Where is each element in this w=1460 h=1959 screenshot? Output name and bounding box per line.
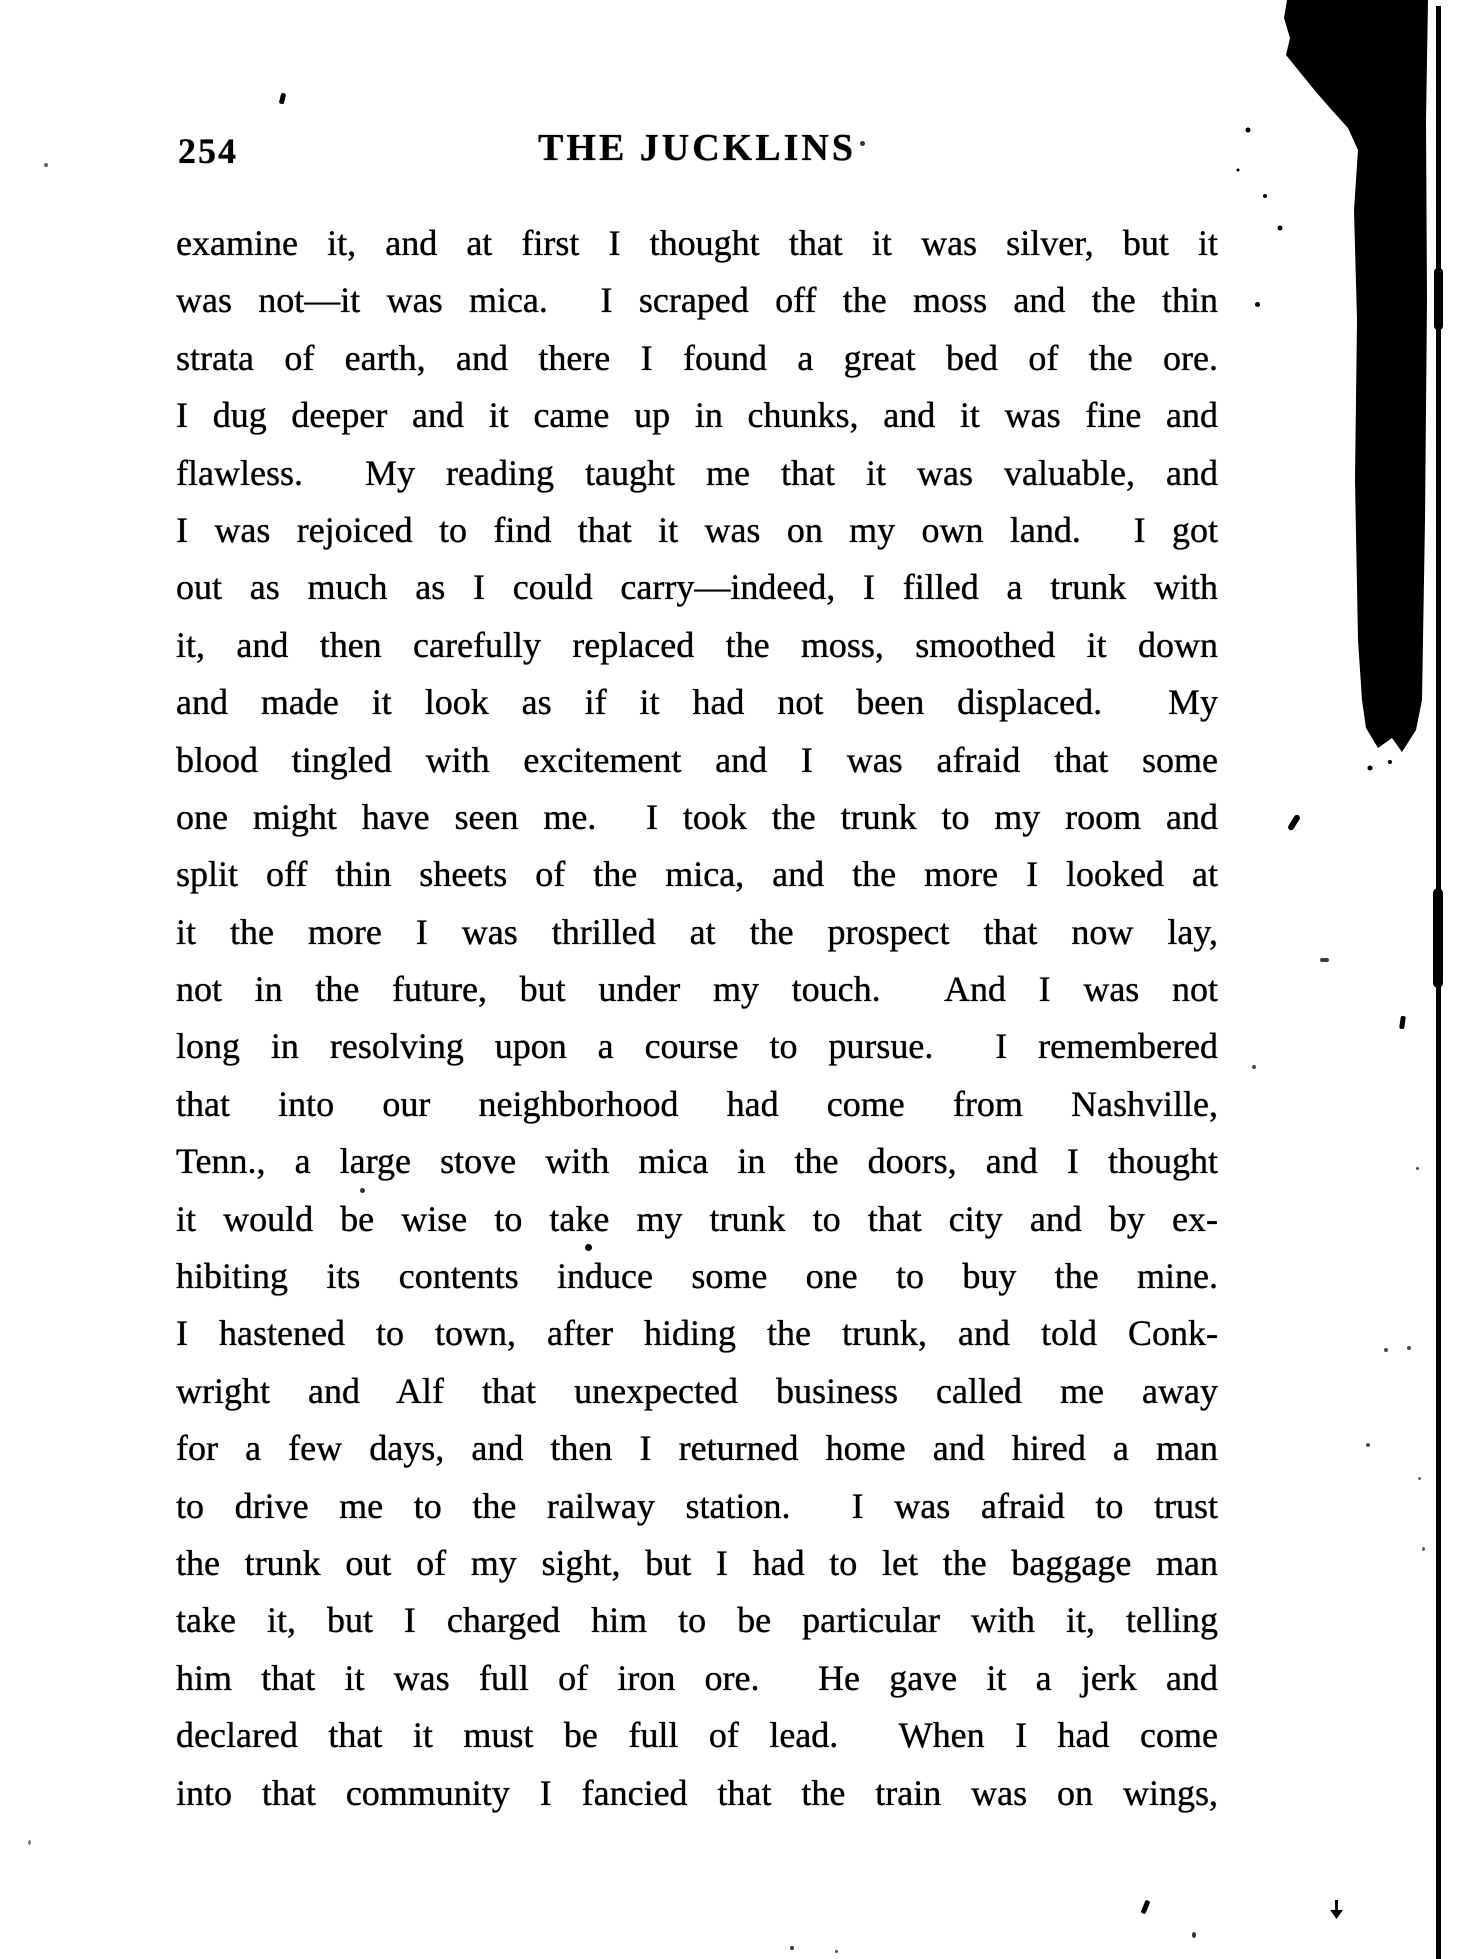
text-line: to drive me to the railway station. I was afraid to trust (176, 1485, 1218, 1526)
ink-speck (1422, 1547, 1425, 1551)
ink-speck (28, 1840, 31, 1845)
text-line: it the more I was thrilled at the prospect that now lay, (176, 911, 1218, 952)
page-edge-bulge (1433, 888, 1443, 988)
text-line: Tenn., a large stove with mica in the doors, and I thought (176, 1141, 1218, 1182)
text-line: out as much as I could carry—indeed, I filled a trunk with (176, 567, 1218, 608)
text-line: hibiting its contents induce some one to buy the mine. (176, 1256, 1218, 1297)
text-line: the trunk out of my sight, but I had to let the baggage man (176, 1542, 1218, 1583)
ink-speck (1366, 1443, 1370, 1447)
scan-ink-blob (1220, 0, 1460, 790)
text-line: and made it look as if it had not been displaced. My (176, 682, 1218, 723)
running-title: THE JUCKLINS (538, 127, 856, 169)
text-line: was not—it was mica. I scraped off the moss and the thin (176, 280, 1218, 321)
text-line: into that community I fancied that the train was on wings, (176, 1772, 1218, 1813)
ink-speck (1141, 1900, 1151, 1915)
text-line: for a few days, and then I returned home and hired a man (176, 1428, 1218, 1469)
ink-speck (1255, 302, 1260, 307)
ink-speck (1418, 1477, 1421, 1480)
text-line: it, and then carefully replaced the moss, smoothed it down (176, 624, 1218, 665)
text-line: wright and Alf that unexpected business called me away (176, 1370, 1218, 1411)
text-line: declared that it must be full of lead. When I had come (176, 1715, 1218, 1756)
ink-speck (360, 1188, 365, 1193)
text-line: split off thin sheets of the mica, and the more I looked at (176, 854, 1218, 895)
ink-speck (1320, 958, 1329, 962)
ink-mark-arrow (1330, 1900, 1343, 1919)
ink-speck (279, 93, 287, 105)
page-edge-bulge (1434, 268, 1443, 330)
ink-speck (1390, 447, 1394, 451)
ink-speck (1399, 1016, 1406, 1030)
ink-speck (860, 141, 865, 146)
text-line: strata of earth, and there I found a great bed of the ore. (176, 337, 1218, 378)
ink-speck (1384, 1348, 1388, 1352)
running-head (176, 126, 1218, 174)
text-line: long in resolving upon a course to pursue. I remembered (176, 1026, 1218, 1067)
text-line: I hastened to town, after hiding the trunk, and told Conk- (176, 1313, 1218, 1354)
page-number: 254 (178, 131, 238, 171)
text-line: him that it was full of iron ore. He gave it a jerk and (176, 1657, 1218, 1698)
ink-speck (835, 1950, 838, 1953)
ink-speck (790, 1946, 794, 1950)
ink-speck (1252, 1065, 1256, 1069)
text-line: I was rejoiced to find that it was on my own land. I got (176, 509, 1218, 550)
text-line: flawless. My reading taught me that it was valuable, and (176, 452, 1218, 493)
text-line: it would be wise to take my trunk to that city and by ex- (176, 1198, 1218, 1239)
ink-speck (1407, 1346, 1411, 1350)
ink-speck (585, 1244, 592, 1251)
text-block (176, 215, 1218, 1822)
text-line: examine it, and at first I thought that it was silver, but it (176, 223, 1218, 263)
text-line: take it, but I charged him to be particular with it, telling (176, 1600, 1218, 1641)
text-line: blood tingled with excitement and I was afraid that some (176, 739, 1218, 780)
ink-speck (1416, 1167, 1419, 1170)
text-line: one might have seen me. I took the trunk to my room and (176, 796, 1218, 837)
text-line: I dug deeper and it came up in chunks, and it was fine and (176, 395, 1218, 436)
text-line: not in the future, but under my touch. And I was not (176, 969, 1218, 1010)
ink-speck (1192, 1932, 1196, 1938)
ink-speck (1287, 814, 1301, 832)
text-line: that into our neighborhood had come from Nashville, (176, 1083, 1218, 1124)
ink-speck (44, 163, 48, 167)
